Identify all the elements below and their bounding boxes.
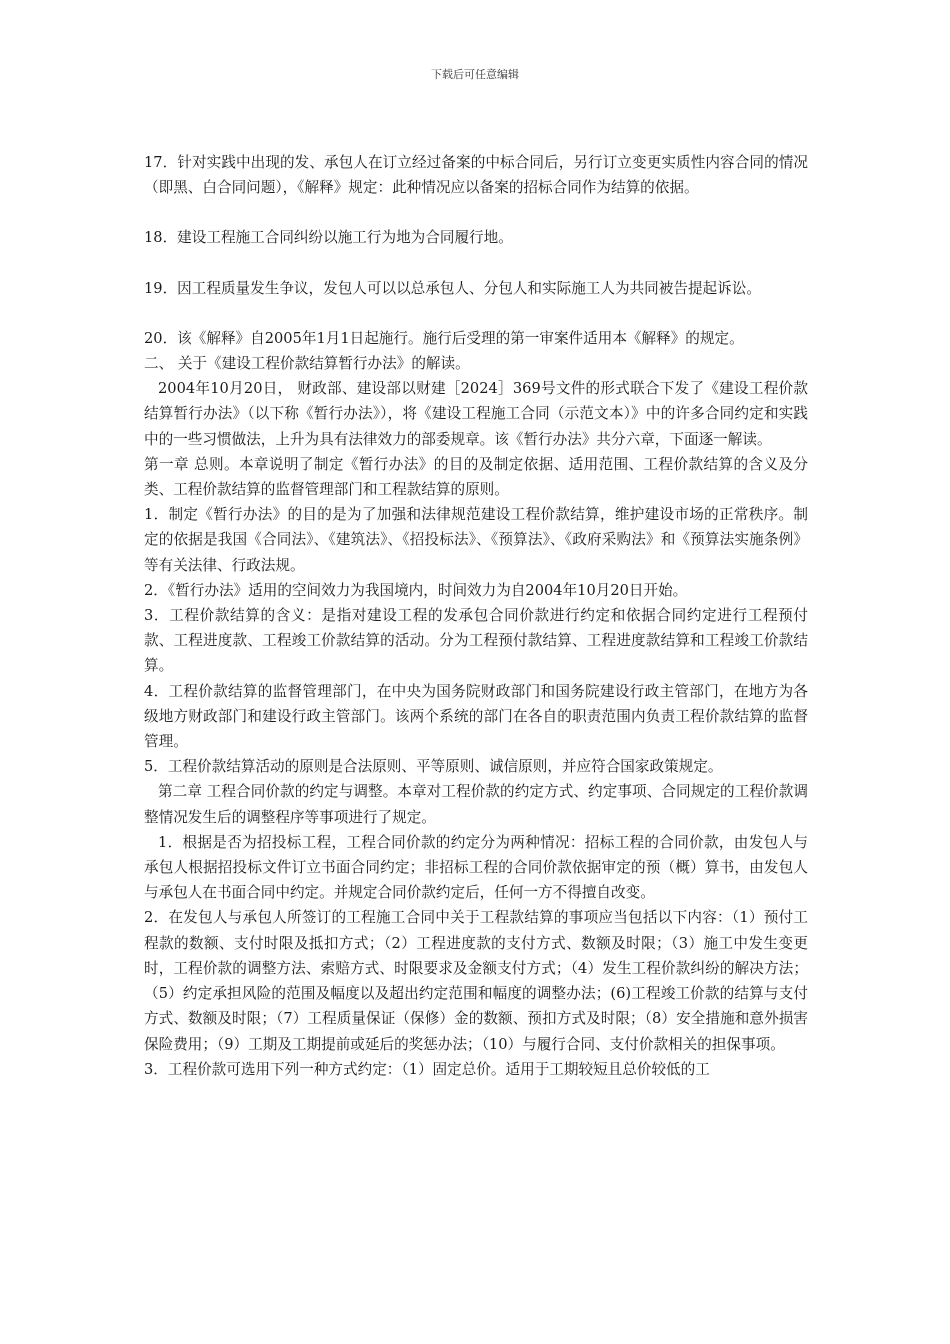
section-heading-2: 二、 关于《建设工程价款结算暂行办法》的解读。 bbox=[144, 355, 470, 373]
chapter-1-heading: 第一章 总则。本章说明了制定《暂行办法》的目的及制定依据、适用范围、工程价款结算的含义及分类、工程价款结算的监督管理部门和工程款结算的原则。 bbox=[144, 455, 808, 499]
paragraph-item-18: 18．建设工程施工合同纠纷以施工行为地为合同履行地。 bbox=[144, 229, 513, 247]
chapter-2-item-3: 3．工程价款可选用下列一种方式约定：（1）固定总价。适用于工期较短且总价较低的工 bbox=[144, 1060, 710, 1078]
chapter-1-item-5: 5．工程价款结算活动的原则是合法原则、平等原则、诚信原则，并应符合国家政策规定。 bbox=[144, 758, 723, 776]
paragraph-item-20: 20．该《解释》自2005年1月1日起施行。施行后受理的第一审案件适用本《解释》的规定。 bbox=[144, 329, 744, 347]
paragraph-intro: 2004年10月20日， 财政部、建设部以财建［2024］369号文件的形式联合下发了《建设工程价款结算暂行办法》（以下称《暂行办法》），将《建设工程施工合同（示范文本）》中的许多合同约定和实践中的一些习惯做法，上升为具有法律效力的部委规章。该《暂行办法》共分六章，下面逐一解读。 bbox=[144, 380, 808, 448]
header-note: 下载后可任意编辑 bbox=[431, 68, 519, 81]
chapter-2-item-2: 2．在发包人与承包人所签订的工程施工合同中关于工程款结算的事项应当包括以下内容：（1）预付工程款的数额、支付时限及抵扣方式；（2）工程进度款的支付方式、数额及时限；（3）施工中发生变更时，工程价款的调整方法、索赔方式、时限要求及金额支付方式；（4）发生工程价款纠纷的解决方法；（5）约定承担风险的范围及幅度以及超出约定范围和幅度的调整办法；(6)工程竣工价款的结算与支付方式、数额及时限；（7）工程质量保证（保修）金的数额、预扣方式及时限；（8）安全措施和意外损害保险费用；（9）工期及工期提前或延后的奖惩办法；（10）与履行合同、支付价款相关的担保事项。 bbox=[144, 909, 808, 1053]
chapter-1-item-2: 2．《暂行办法》适用的空间效力为我国境内，时间效力为自2004年10月20日开始。 bbox=[144, 581, 688, 599]
chapter-1-item-3: 3．工程价款结算的含义：是指对建设工程的发承包合同价款进行约定和依据合同约定进行工程预付款、工程进度款、工程竣工价款结算的活动。分为工程预付款结算、工程进度款结算和工程竣工价款结算。 bbox=[144, 607, 808, 675]
paragraph-item-19: 19．因工程质量发生争议，发包人可以以总承包人、分包人和实际施工人为共同被告提起诉讼。 bbox=[144, 279, 761, 297]
chapter-2-heading: 第二章 工程合同价款的约定与调整。本章对工程价款的约定方式、约定事项、合同规定的工程价款调整情况发生后的调整程序等事项进行了规定。 bbox=[144, 783, 808, 826]
chapter-1-item-1: 1．制定《暂行办法》的目的是为了加强和法律规范建设工程价款结算，维护建设市场的正常秩序。制定的依据是我国《合同法》、《建筑法》、《招投标法》、《预算法》、《政府采购法》和《预算法实施条例》等有关法律、行政法规。 bbox=[144, 506, 808, 574]
chapter-2-item-1: 1．根据是否为招投标工程，工程合同价款的约定分为两种情况：招标工程的合同价款，由发包人与承包人根据招投标文件订立书面合同约定；非招标工程的合同价款依据审定的预（概）算书，由发包人与承包人在书面合同中约定。并规定合同价款约定后，任何一方不得擅自改变。 bbox=[144, 833, 808, 902]
chapter-1-item-4: 4．工程价款结算的监督管理部门，在中央为国务院财政部门和国务院建设行政主管部门，在地方为各级地方财政部门和建设行政主管部门。该两个系统的部门在各自的职责范围内负责工程价款结算的监督管理。 bbox=[144, 682, 808, 751]
paragraph-item-17: 17．针对实践中出现的发、承包人在订立经过备案的中标合同后，另行订立变更实质性内容合同的情况（即黑、白合同问题），《解释》规定：此种情况应以备案的招标合同作为结算的依据。 bbox=[144, 154, 808, 197]
document-body bbox=[144, 150, 808, 1082]
